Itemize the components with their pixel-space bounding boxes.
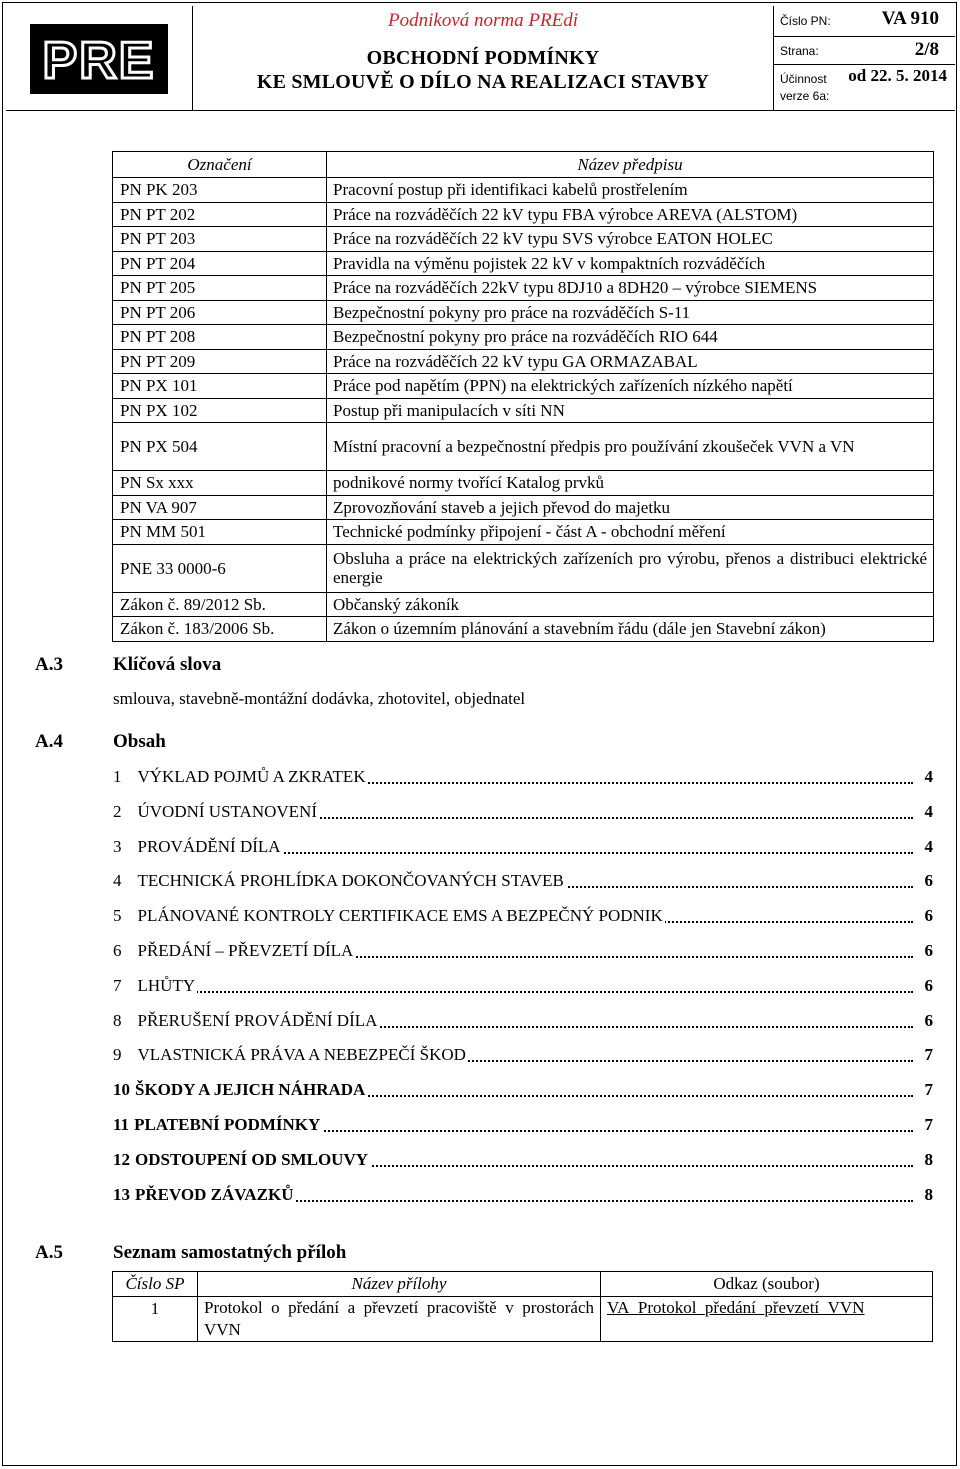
table-row (113, 178, 934, 203)
toc-entry-title: ÚVODNÍ USTANOVENÍ (137, 801, 317, 821)
table-row (113, 202, 934, 227)
toc-entry-text (113, 1011, 379, 1031)
regulations-table (112, 151, 934, 642)
table-row (113, 423, 934, 471)
reg-code: PN PT 209 (113, 349, 327, 374)
reg-name: Místní pracovní a bezpečnostní předpis pro používání zkoušeček VVN a VN (327, 423, 934, 471)
section-a4-title: Obsah (113, 731, 166, 752)
toc-entry-title: VÝKLAD POJMŮ A ZKRATEK (137, 767, 366, 786)
table-row (113, 300, 934, 325)
toc-entry-text (113, 1045, 468, 1065)
toc-entry[interactable] (113, 1080, 933, 1104)
pre-logo (30, 24, 168, 94)
reg-code: PN PX 102 (113, 398, 327, 423)
toc-entry-title: PŘERUŠENÍ PROVÁDĚNÍ DÍLA (137, 1010, 378, 1030)
toc-page-number: 8 (922, 1185, 934, 1205)
table-row (113, 617, 934, 642)
toc-page-number: 7 (922, 1080, 934, 1100)
table-row (113, 251, 934, 276)
toc-entry[interactable] (113, 1115, 933, 1139)
toc-entry-number: 6 (113, 941, 122, 960)
reg-code: PN Sx xxx (113, 471, 327, 496)
meta-ucinnost (780, 66, 949, 103)
toc-page-number: 7 (922, 1045, 934, 1065)
toc-entry-number: 8 (113, 1010, 122, 1030)
reg-code: PN PX 504 (113, 423, 327, 471)
table-row (113, 1297, 933, 1342)
strana-value: 2/8 (914, 39, 939, 60)
table-row (113, 374, 934, 399)
reg-name: Pravidla na výměnu pojistek 22 kV v kompaktních rozváděčích (327, 251, 934, 276)
toc-entry-title: PROVÁDĚNÍ DÍLA (137, 836, 281, 856)
toc-entry-title: ODSTOUPENÍ OD SMLOUVY (135, 1149, 368, 1169)
reg-code: Zákon č. 89/2012 Sb. (113, 592, 327, 617)
table-row (113, 227, 934, 252)
toc-entry[interactable] (113, 1045, 933, 1069)
toc-entry-number: 2 (113, 801, 122, 821)
toc-entry-text (113, 1150, 370, 1170)
reg-name: Práce pod napětím (PPN) na elektrických zařízeních nízkého napětí (327, 374, 934, 399)
reg-name: Obsluha a práce na elektrických zařízeních pro výrobu, přenos a distribuci elektrické energie (327, 544, 934, 592)
toc-entry-number: 11 (113, 1115, 130, 1134)
toc-entry-number: 4 (113, 871, 122, 891)
reg-code: PN MM 501 (113, 520, 327, 545)
attachment-file-link[interactable]: VA_Protokol_předání_převzetí_VVN (601, 1297, 933, 1342)
title-cell (193, 6, 774, 110)
reg-name: Technické podmínky připojení - část A - obchodní měření (327, 520, 934, 545)
reg-name: Práce na rozváděčích 22 kV typu FBA výrobce AREVA (ALSTOM) (327, 202, 934, 227)
reg-name: Práce na rozváděčích 22 kV typu GA ORMAZABAL (327, 349, 934, 374)
toc-page-number: 4 (922, 837, 934, 857)
cislo-value: VA 910 (881, 8, 939, 29)
verze-label: verze 6a: (780, 89, 830, 103)
reg-code: PN PT 206 (113, 300, 327, 325)
document-title (193, 46, 773, 94)
toc-entry-title: PŘEDÁNÍ – PŘEVZETÍ DÍLA (137, 941, 354, 960)
meta-cislo (780, 8, 949, 34)
section-a5-title: Seznam samostatných příloh (113, 1242, 347, 1263)
toc-leader (113, 991, 913, 993)
toc-entry[interactable] (113, 976, 933, 1000)
attachments-table (112, 1271, 933, 1342)
section-a3-title: Klíčová slova (113, 654, 222, 675)
toc-entry-number: 1 (113, 767, 122, 786)
reg-code: PN PT 204 (113, 251, 327, 276)
toc-entry-title: LHŮTY (137, 975, 196, 995)
toc-entry-number: 12 (113, 1149, 130, 1169)
norm-subtitle: Podniková norma PREdi (388, 10, 578, 31)
toc-entry-number: 3 (113, 836, 122, 856)
table-row (113, 471, 934, 496)
attachment-number: 1 (113, 1297, 198, 1342)
toc-entry[interactable] (113, 1150, 933, 1174)
toc-entry-title: TECHNICKÁ PROHLÍDKA DOKONČOVANÝCH STAVEB (137, 871, 564, 891)
table-row (113, 520, 934, 545)
toc-entry-text (113, 1080, 367, 1100)
attachments-header-row (113, 1272, 933, 1297)
col-ref-header: Odkaz (soubor) (601, 1272, 933, 1297)
section-a3-number: A.3 (35, 654, 63, 675)
meta-cell (774, 6, 955, 110)
regulations-header-row (113, 152, 934, 178)
logo-cell (6, 6, 193, 110)
toc-entry[interactable] (113, 767, 933, 791)
toc-entry-number: 13 (113, 1184, 130, 1204)
title-line-2: KE SMLOUVĚ O DÍLO NA REALIZACI STAVBY (256, 71, 710, 93)
toc-entry-number: 9 (113, 1045, 122, 1065)
document-header (6, 6, 955, 112)
logo-text: PRE (42, 32, 156, 90)
reg-name: Postup při manipulacích v síti NN (327, 398, 934, 423)
reg-name: podnikové normy tvořící Katalog prvků (327, 471, 934, 496)
toc-entry[interactable] (113, 871, 933, 895)
ucinnost-label: Účinnost (780, 72, 827, 86)
toc-entry-text (113, 1185, 296, 1205)
toc-page-number: 6 (922, 871, 934, 891)
toc-entry[interactable] (113, 802, 933, 826)
table-row (113, 349, 934, 374)
reg-code: Zákon č. 183/2006 Sb. (113, 617, 327, 642)
toc-entry-text (113, 767, 368, 787)
reg-code: PNE 33 0000-6 (113, 544, 327, 592)
section-a5-number: A.5 (35, 1242, 63, 1263)
reg-code: PN VA 907 (113, 495, 327, 520)
col-attachment-name-header: Název přílohy (198, 1272, 601, 1297)
reg-name: Zákon o územním plánování a stavebním řádu (dále jen Stavební zákon) (327, 617, 934, 642)
toc-entry-text (113, 906, 665, 926)
toc-entry-title: VLASTNICKÁ PRÁVA A NEBEZPEČÍ ŠKOD (137, 1045, 466, 1065)
table-row (113, 398, 934, 423)
toc-entry-title: PŘEVOD ZÁVAZKŮ (135, 1184, 294, 1204)
toc-entry[interactable] (113, 1011, 933, 1035)
toc-page-number: 6 (922, 1011, 934, 1031)
table-row (113, 544, 934, 592)
reg-name: Zprovozňování staveb a jejich převod do majetku (327, 495, 934, 520)
table-row (113, 325, 934, 350)
toc-page-number: 6 (922, 976, 934, 996)
reg-code: PN PT 208 (113, 325, 327, 350)
reg-name: Práce na rozváděčích 22 kV typu SVS výrobce EATON HOLEC (327, 227, 934, 252)
toc-entry[interactable] (113, 1185, 933, 1209)
reg-name: Bezpečnostní pokyny pro práce na rozváděčích S-11 (327, 300, 934, 325)
toc-page-number: 4 (922, 767, 934, 787)
toc-page-number: 6 (922, 906, 934, 926)
toc-page-number: 7 (922, 1115, 934, 1135)
toc-entry-text (113, 941, 355, 961)
toc-entry-text (113, 802, 319, 822)
keywords-text: smlouva, stavebně-montážní dodávka, zhotovitel, objednatel (113, 689, 526, 708)
table-row (113, 276, 934, 301)
col-code-header: Označení (113, 152, 327, 178)
toc-page-number: 6 (922, 941, 934, 961)
toc-page-number: 8 (922, 1150, 934, 1170)
toc-entry-text (113, 871, 566, 891)
reg-code: PN PT 202 (113, 202, 327, 227)
table-row (113, 592, 934, 617)
toc-entry[interactable] (113, 837, 933, 861)
toc-entry-title: PLÁNOVANÉ KONTROLY CERTIFIKACE EMS A BEZPEČNÝ PODNIK (137, 906, 663, 926)
title-line-1: OBCHODNÍ PODMÍNKY (366, 47, 600, 69)
strana-label: Strana: (780, 44, 819, 58)
table-row (113, 495, 934, 520)
attachment-name: Protokol o předání a převzetí pracoviště v prostorách VVN (198, 1297, 601, 1342)
toc-page-number: 4 (922, 802, 934, 822)
toc-entry[interactable] (113, 941, 933, 965)
toc-entry-number: 10 (113, 1080, 130, 1100)
reg-name: Občanský zákoník (327, 592, 934, 617)
toc-entry-title: PLATEBNÍ PODMÍNKY (134, 1115, 321, 1134)
cislo-label: Číslo PN: (780, 14, 831, 28)
toc-entry-text (113, 837, 283, 857)
toc-entry-text (113, 1115, 322, 1135)
reg-code: PN PT 203 (113, 227, 327, 252)
reg-code: PN PK 203 (113, 178, 327, 203)
toc-entry-number: 7 (113, 975, 122, 995)
col-num-header: Číslo SP (113, 1272, 198, 1297)
col-name-header: Název předpisu (327, 152, 934, 178)
toc-entry-title: ŠKODY A JEJICH NÁHRADA (135, 1080, 366, 1100)
reg-name: Práce na rozváděčích 22kV typu 8DJ10 a 8DH20 – výrobce SIEMENS (327, 276, 934, 301)
toc-entry[interactable] (113, 906, 933, 930)
toc-entry-text (113, 976, 197, 996)
ucinnost-value: od 22. 5. 2014 (848, 66, 947, 85)
section-a4-number: A.4 (35, 731, 63, 752)
toc-entry-number: 5 (113, 906, 122, 926)
reg-name: Pracovní postup při identifikaci kabelů prostřelením (327, 178, 934, 203)
reg-code: PN PX 101 (113, 374, 327, 399)
meta-strana (780, 39, 949, 65)
header-bottom-rule (6, 110, 955, 111)
reg-name: Bezpečnostní pokyny pro práce na rozváděčích RIO 644 (327, 325, 934, 350)
reg-code: PN PT 205 (113, 276, 327, 301)
